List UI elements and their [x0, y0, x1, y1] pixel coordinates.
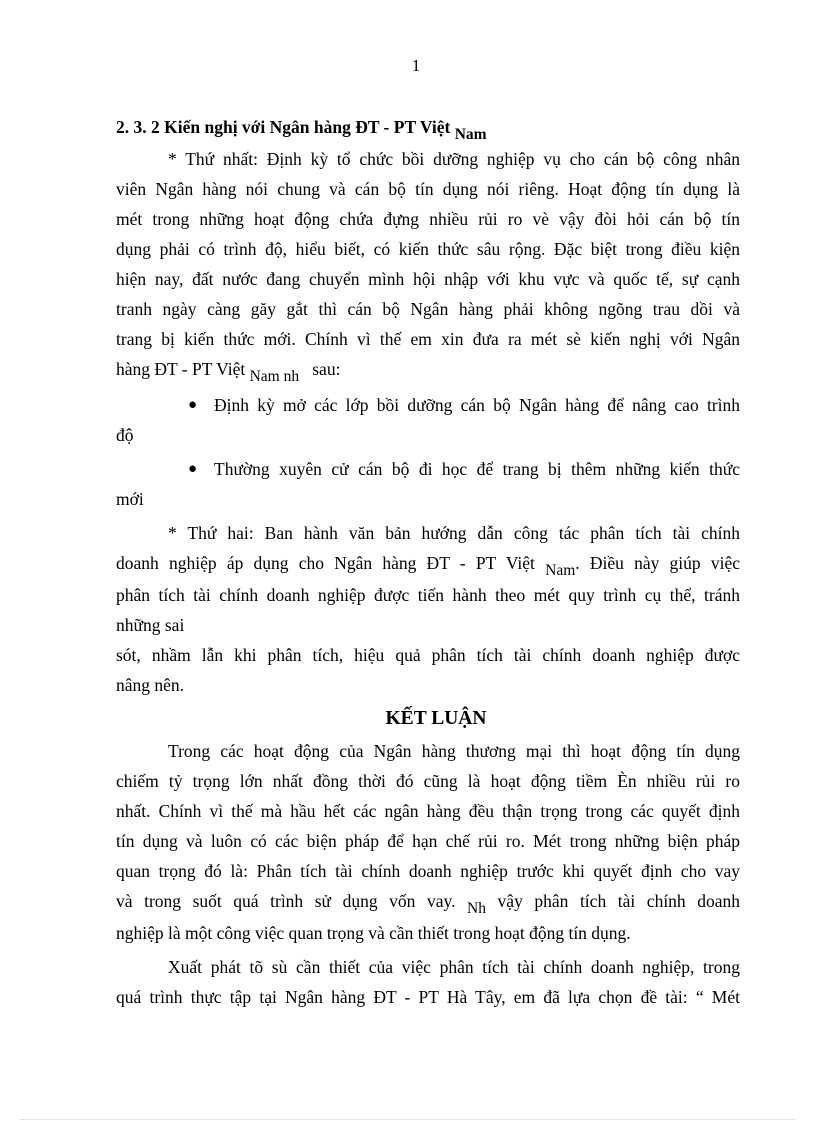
text-line: những sai	[116, 615, 185, 635]
text-line: trang bị kiến thức mới. Chính vì thế em xin đưa ra mét sè kiến nghị với Ngân	[116, 329, 740, 349]
text-line: chiếm tỷ trọng lớn nhất đồng thời đó cũng là hoạt động tiềm Èn nhiều rủi ro	[116, 771, 740, 791]
paragraph-first-recommendation	[116, 144, 740, 386]
bullet-icon: ●	[188, 397, 198, 413]
text-line: tranh ngày càng găy gắt thì cán bộ Ngân hàng phải không ngõng trau dồi và	[116, 299, 740, 319]
text-line: hiện nay, đất nước đang chuyển mình hội nhập với khu vực và quốc tế, sự cạnh	[116, 269, 740, 289]
bullet-item	[116, 390, 740, 420]
bullet-text: Định kỳ mở các lớp bồi dưỡng cán bộ Ngân hàng để nâng cao trình	[214, 395, 740, 415]
text-line: mét trong những hoạt động chứa đựng nhiều rủi ro vè vậy đòi hỏi cán bộ tín	[116, 209, 740, 229]
paragraph-conclusion-first	[116, 736, 740, 948]
bullet-item	[116, 454, 740, 484]
text-fragment: sau:	[312, 359, 341, 379]
text-line: dụng phải có trình độ, hiểu biết, có kiến thức sâu rộng. Đặc biệt trong điều kiện	[116, 239, 740, 259]
bullet-text-continued: độ	[116, 425, 134, 445]
text-fragment: hàng ĐT - PT Việt	[116, 359, 246, 379]
text-line: nhất. Chính vì thế mà hầu hết các ngân hàng đều thận trọng trong các quyết định	[116, 801, 740, 821]
text-line	[116, 354, 740, 386]
text-fragment-sub: Nam nh	[249, 368, 300, 385]
text-fragment: vậy phân tích tài chính doanh	[497, 891, 741, 911]
text-line: phân tích tài chính doanh nghiệp được tiến hành theo mét quy trình cụ thể, tránh	[116, 585, 740, 605]
text-line: Trong các hoạt động của Ngân hàng thương mại thì hoạt động tín dụng	[168, 741, 740, 761]
text-line: nghiệp là một công việc quan trọng và cần thiết trong hoạt động tín dụng.	[116, 923, 631, 943]
text-fragment-sub: Nam	[545, 562, 576, 579]
text-fragment: doanh nghiệp áp dụng cho Ngân hàng ĐT - PT Việt	[116, 553, 535, 573]
paragraph-second-recommendation	[116, 518, 740, 700]
bullet-icon: ●	[188, 461, 198, 477]
section-heading	[116, 112, 740, 144]
page-bottom-divider	[20, 1119, 796, 1120]
document-body	[116, 112, 740, 1012]
text-fragment-sub: Nh	[467, 900, 486, 917]
text-fragment: . Điều này giúp việc	[575, 553, 741, 573]
text-line: sót, nhầm lẫn khi phân tích, hiệu quả phân tích tài chính doanh nghiệp được	[116, 645, 740, 665]
bullet-text-continued: mới	[116, 489, 144, 509]
text-line: tín dụng và luôn có các biện pháp để hạn chế rủi ro. Mét trong những biện pháp	[116, 831, 740, 851]
text-line: Xuất phát tõ sù cần thiết của việc phân tích tài chính doanh nghiệp, trong	[168, 957, 740, 977]
text-line: quá trình thực tập tại Ngân hàng ĐT - PT Hà Tây, em đã lựa chọn đề tài: “ Mét	[116, 987, 740, 1007]
section-heading-main: 2. 3. 2 Kiến nghị với Ngân hàng ĐT - PT Việt	[116, 117, 451, 137]
page-number: 1	[411, 56, 421, 75]
bullet-text: Thường xuyên cử cán bộ đi học để trang bị thêm những kiến thức	[214, 459, 740, 479]
paragraph-conclusion-second	[116, 952, 740, 1012]
text-line: * Thứ nhất: Định kỳ tổ chức bồi dưỡng nghiệp vụ cho cán bộ công nhân	[168, 149, 740, 169]
text-line: quan trọng đó là: Phân tích tài chính doanh nghiệp trước khi quyết định cho vay	[116, 861, 740, 881]
text-line: viên Ngân hàng nói chung và cán bộ tín dụng nói riêng. Hoạt động tín dụng là	[116, 179, 740, 199]
text-line: * Thứ hai: Ban hành văn bản hướng dẫn công tác phân tích tài chính	[168, 523, 740, 543]
text-fragment: và trong suốt quá trình sử dụng vốn vay.	[116, 891, 456, 911]
text-line	[116, 548, 740, 580]
text-line	[116, 886, 740, 918]
conclusion-title: KẾT LUẬN	[385, 708, 487, 729]
text-line: nâng nên.	[116, 675, 185, 695]
section-heading-sub: Nam	[454, 126, 487, 143]
